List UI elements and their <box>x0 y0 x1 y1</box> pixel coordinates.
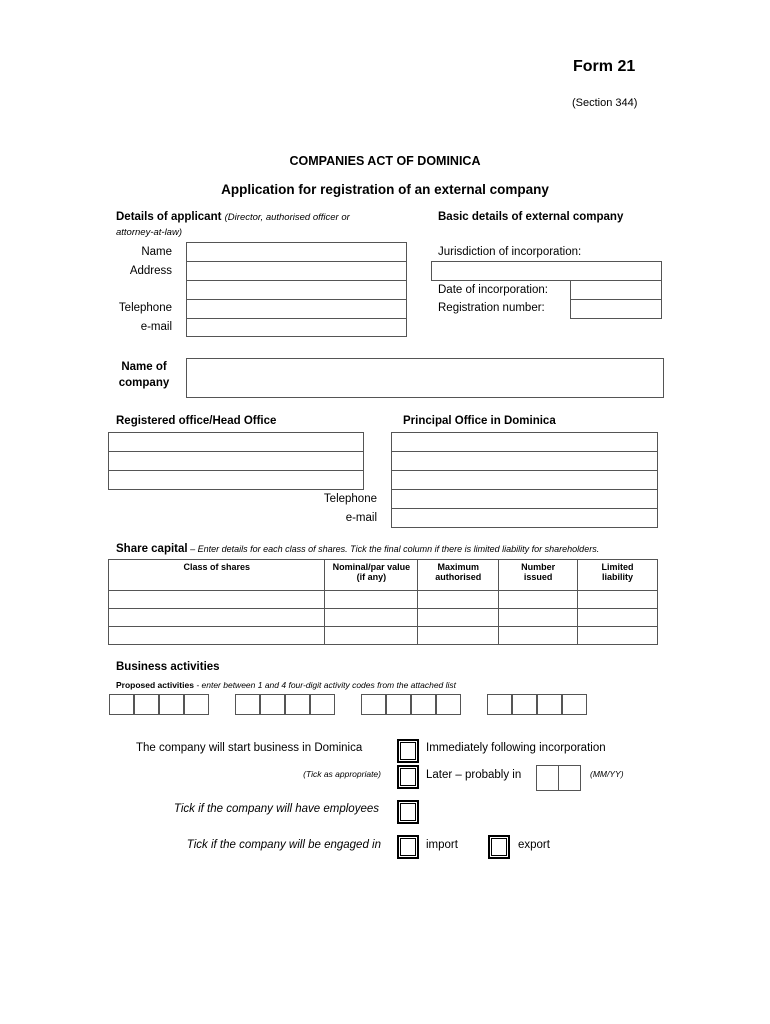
table-cell[interactable] <box>499 591 578 609</box>
table-cell[interactable] <box>109 609 325 627</box>
later-label: Later – probably in <box>426 769 522 781</box>
table-row <box>109 591 658 609</box>
code-digit-box[interactable] <box>109 694 134 715</box>
principal-office-heading: Principal Office in Dominica <box>403 415 556 427</box>
jurisdiction-field[interactable] <box>431 261 662 281</box>
code-digit-box[interactable] <box>285 694 310 715</box>
registered-office-field-2[interactable] <box>108 451 364 471</box>
code-digit-box[interactable] <box>184 694 209 715</box>
code-digit-box[interactable] <box>487 694 512 715</box>
table-cell[interactable] <box>109 591 325 609</box>
principal-office-field-2[interactable] <box>391 451 658 471</box>
import-checkbox[interactable] <box>397 835 419 859</box>
employees-checkbox[interactable] <box>397 800 419 824</box>
code-digit-box[interactable] <box>310 694 335 715</box>
code-digit-box[interactable] <box>562 694 587 715</box>
applicant-heading: Details of applicant <box>116 211 222 223</box>
table-cell[interactable] <box>578 609 658 627</box>
import-label: import <box>426 839 458 851</box>
column-number-issued: Number issued <box>499 560 578 591</box>
external-company-heading: Basic details of external company <box>438 211 624 223</box>
code-digit-box[interactable] <box>386 694 411 715</box>
proposed-activities-line <box>116 680 456 690</box>
date-of-incorporation-field[interactable] <box>570 280 662 300</box>
table-cell[interactable] <box>418 591 499 609</box>
code-digit-box[interactable] <box>512 694 537 715</box>
jurisdiction-label: Jurisdiction of incorporation: <box>438 246 582 258</box>
later-year-box[interactable] <box>558 765 581 791</box>
principal-office-telephone-label: Telephone <box>323 493 377 505</box>
table-row <box>109 609 658 627</box>
column-maximum-authorised: Maximum authorised <box>418 560 499 591</box>
applicant-telephone-field[interactable] <box>186 299 407 319</box>
applicant-email-label: e-mail <box>140 321 172 333</box>
table-cell[interactable] <box>499 609 578 627</box>
later-month-box[interactable] <box>536 765 559 791</box>
share-capital-heading: Share capital <box>116 543 188 555</box>
export-label: export <box>518 839 550 851</box>
principal-office-field-1[interactable] <box>391 432 658 452</box>
code-digit-box[interactable] <box>134 694 159 715</box>
applicant-address-field-1[interactable] <box>186 261 407 281</box>
registered-office-field-3[interactable] <box>108 470 364 490</box>
applicant-note-continued: attorney-at-law) <box>116 227 182 238</box>
business-activities-heading: Business activities <box>116 661 220 673</box>
code-digit-box[interactable] <box>260 694 285 715</box>
immediately-checkbox[interactable] <box>397 739 419 763</box>
principal-office-email-label: e-mail <box>345 512 377 524</box>
code-digit-box[interactable] <box>235 694 260 715</box>
share-capital-heading-line <box>116 543 599 555</box>
share-capital-table <box>108 559 658 645</box>
code-digit-box[interactable] <box>411 694 436 715</box>
company-name-label-line2: company <box>118 377 170 389</box>
applicant-email-field[interactable] <box>186 318 407 337</box>
employees-label: Tick if the company will have employees <box>173 803 379 815</box>
principal-office-telephone-field[interactable] <box>391 489 658 509</box>
principal-office-email-field[interactable] <box>391 508 658 528</box>
table-cell[interactable] <box>325 609 418 627</box>
table-cell[interactable] <box>325 627 418 645</box>
form-number: Form 21 <box>573 58 636 75</box>
export-checkbox[interactable] <box>488 835 510 859</box>
registration-number-label: Registration number: <box>438 302 545 314</box>
applicant-name-field[interactable] <box>186 242 407 262</box>
immediately-label: Immediately following incorporation <box>426 742 606 754</box>
share-capital-instruction: – Enter details for each class of shares. Tick the final column if there is limited liability for shareholders. <box>187 544 600 554</box>
company-name-field[interactable] <box>186 358 664 398</box>
table-cell[interactable] <box>578 627 658 645</box>
share-capital-header-row <box>109 560 658 591</box>
table-cell[interactable] <box>325 591 418 609</box>
registered-office-field-1[interactable] <box>108 432 364 452</box>
date-of-incorporation-label: Date of incorporation: <box>438 284 548 296</box>
company-name-label-line1: Name of <box>121 361 167 373</box>
code-digit-box[interactable] <box>436 694 461 715</box>
section-reference: (Section 344) <box>572 97 638 109</box>
form-title: Application for registration of an external company <box>221 182 549 197</box>
applicant-note: (Director, authorised officer or <box>224 212 350 223</box>
column-class-of-shares: Class of shares <box>109 560 325 591</box>
applicant-name-label: Name <box>141 246 172 258</box>
code-digit-box[interactable] <box>361 694 386 715</box>
start-business-label: The company will start business in Dominica <box>136 742 363 754</box>
proposed-activities-instruction: - enter between 1 and 4 four-digit activity codes from the attached list <box>193 680 457 690</box>
engaged-label: Tick if the company will be engaged in <box>186 839 381 851</box>
column-limited-liability: Limited liability <box>578 560 658 591</box>
principal-office-field-3[interactable] <box>391 470 658 490</box>
applicant-address-label: Address <box>129 265 172 277</box>
applicant-address-field-2[interactable] <box>186 280 407 300</box>
table-cell[interactable] <box>418 627 499 645</box>
table-cell[interactable] <box>418 609 499 627</box>
act-title: COMPANIES ACT OF DOMINICA <box>289 154 481 168</box>
tick-hint: (Tick as appropriate) <box>303 769 381 779</box>
table-cell[interactable] <box>499 627 578 645</box>
applicant-heading-line <box>116 211 350 223</box>
registration-number-field[interactable] <box>570 299 662 319</box>
proposed-activities-label: Proposed activities <box>116 680 194 690</box>
table-cell[interactable] <box>578 591 658 609</box>
code-digit-box[interactable] <box>159 694 184 715</box>
registered-office-heading: Registered office/Head Office <box>116 415 277 427</box>
mmyy-hint: (MM/YY) <box>590 769 624 779</box>
table-row <box>109 627 658 645</box>
applicant-telephone-label: Telephone <box>118 302 172 314</box>
later-checkbox[interactable] <box>397 765 419 789</box>
table-cell[interactable] <box>109 627 325 645</box>
code-digit-box[interactable] <box>537 694 562 715</box>
column-nominal-value: Nominal/par value (if any) <box>325 560 418 591</box>
